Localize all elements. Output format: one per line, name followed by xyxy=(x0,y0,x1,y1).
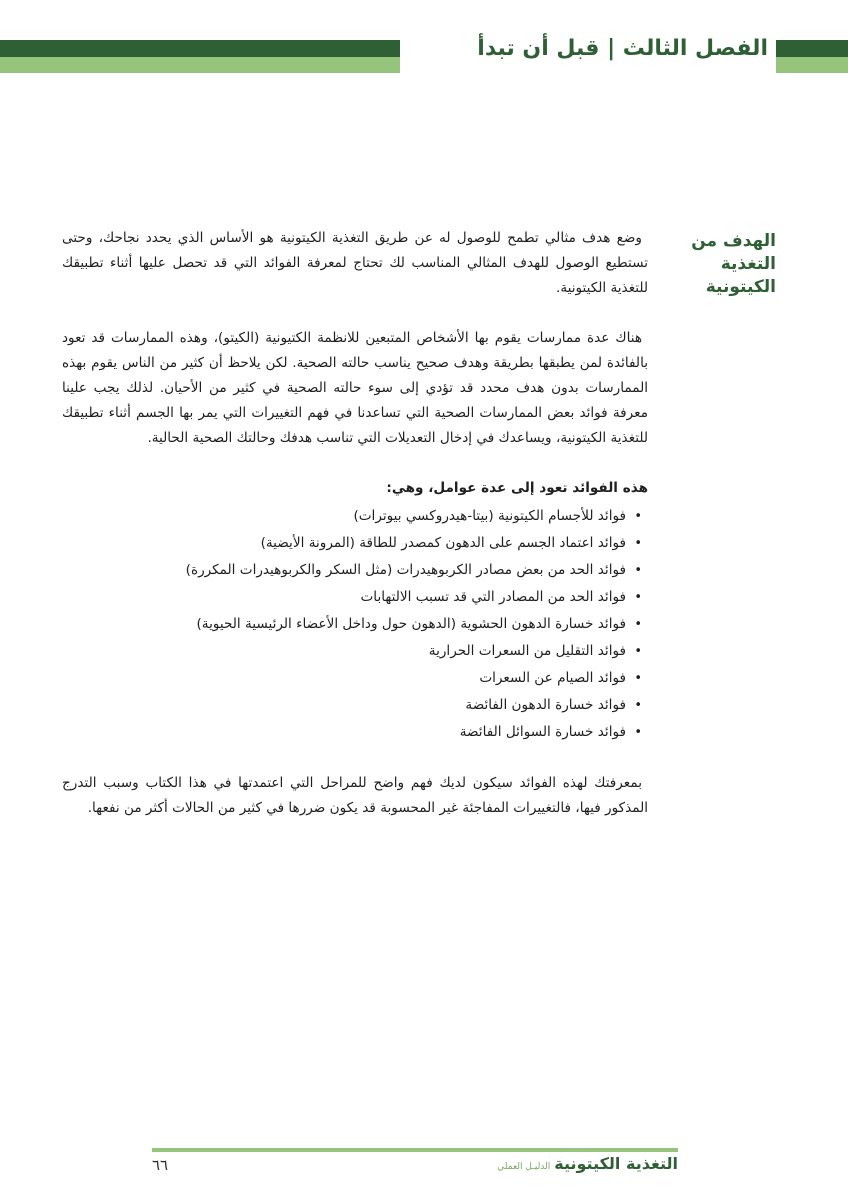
list-item: • فوائد الحد من بعض مصادر الكربوهيدرات (مثل السكر والكربوهيدرات المكررة) xyxy=(62,557,626,584)
list-item: • فوائد خسارة الدهون الفائضة xyxy=(62,692,626,719)
section-heading-line-3: الكيتونية xyxy=(705,277,776,297)
section-heading xyxy=(676,230,776,299)
header-bar-right-light xyxy=(776,57,848,73)
practices-paragraph: هناك عدة ممارسات يقوم بها الأشخاص المتبعين للانظمة الكتيونية (الكيتو)، وهذه الممارسات قد تعود بالفائدة لمن يطبقها بطريقة وهدف صحيح يناسب حالته الصحية. لكن يلاحظ أن كثير من الناس يقوم بهذه الممارسات بدون هدف محدد قد تؤدي إلى سوء حالته الصحية في كثير من الأحيان. لذلك يجب علينا معرفة فوائد بعض الممارسات الصحية التي تساعدنا في فهم التغييرات التي يمر بها الجسم أثناء تطبيقك للتغذية الكيتونية، ويساعدك في إدخال التعديلات التي تناسب هدفك وحالتك الصحية الحالية. xyxy=(62,330,648,446)
page-number: ٦٦ xyxy=(152,1156,169,1174)
list-item: • فوائد اعتماد الجسم على الدهون كمصدر للطاقة (المرونة الأيضية) xyxy=(62,530,626,557)
footer-book-title xyxy=(497,1154,678,1173)
book-title: التغذية الكيتونية xyxy=(554,1154,678,1173)
list-item: • فوائد الصيام عن السعرات xyxy=(62,665,626,692)
list-item: • فوائد للأجسام الكيتونية (بيتا-هيدروكسي بيوترات) xyxy=(62,503,626,530)
benefits-list xyxy=(62,503,648,746)
body-content xyxy=(62,226,648,821)
closing-paragraph: بمعرفتك لهذه الفوائد سيكون لديك فهم واضح للمراحل التي اعتمدتها في هذا الكتاب وسبب التدرج المذكور فيها، فالتغييرات المفاجئة غير المحسوبة قد يكون ضررها في كثير من الحالات أكثر من نفعها. xyxy=(62,775,648,816)
section-heading-line-2: التغذية xyxy=(720,254,776,274)
header-bar-left-light xyxy=(0,57,400,73)
header-bar-right-dark xyxy=(776,40,848,57)
list-intro: هذه الفوائد تعود إلى عدة عوامل، وهي: xyxy=(386,480,648,496)
list-item: • فوائد خسارة السوائل الفائضة xyxy=(62,719,626,746)
section-heading-line-1: الهدف من xyxy=(691,231,776,251)
list-item: • فوائد خسارة الدهون الحشوية (الدهون حول وداخل الأعضاء الرئيسية الحيوية) xyxy=(62,611,626,638)
footer-divider xyxy=(152,1148,678,1152)
intro-paragraph: وضع هدف مثالي تطمح للوصول له عن طريق التغذية الكيتونية هو الأساس الذي يحدد نجاحك، وحتى تستطيع الوصول للهدف المثالي المناسب لك تحتاج لمعرفة الفوائد التي قد تحصل عليها أثناء تطبيقك للتغذية الكيتونية. xyxy=(62,230,648,296)
book-subtitle: الدليـل العملي xyxy=(497,1162,551,1172)
header-bar-left-dark xyxy=(0,40,400,57)
chapter-title: الفصل الثالث | قبل أن تبدأ xyxy=(477,36,768,61)
list-item: • فوائد التقليل من السعرات الحرارية xyxy=(62,638,626,665)
list-item: • فوائد الحد من المصادر التي قد تسبب الالتهابات xyxy=(62,584,626,611)
